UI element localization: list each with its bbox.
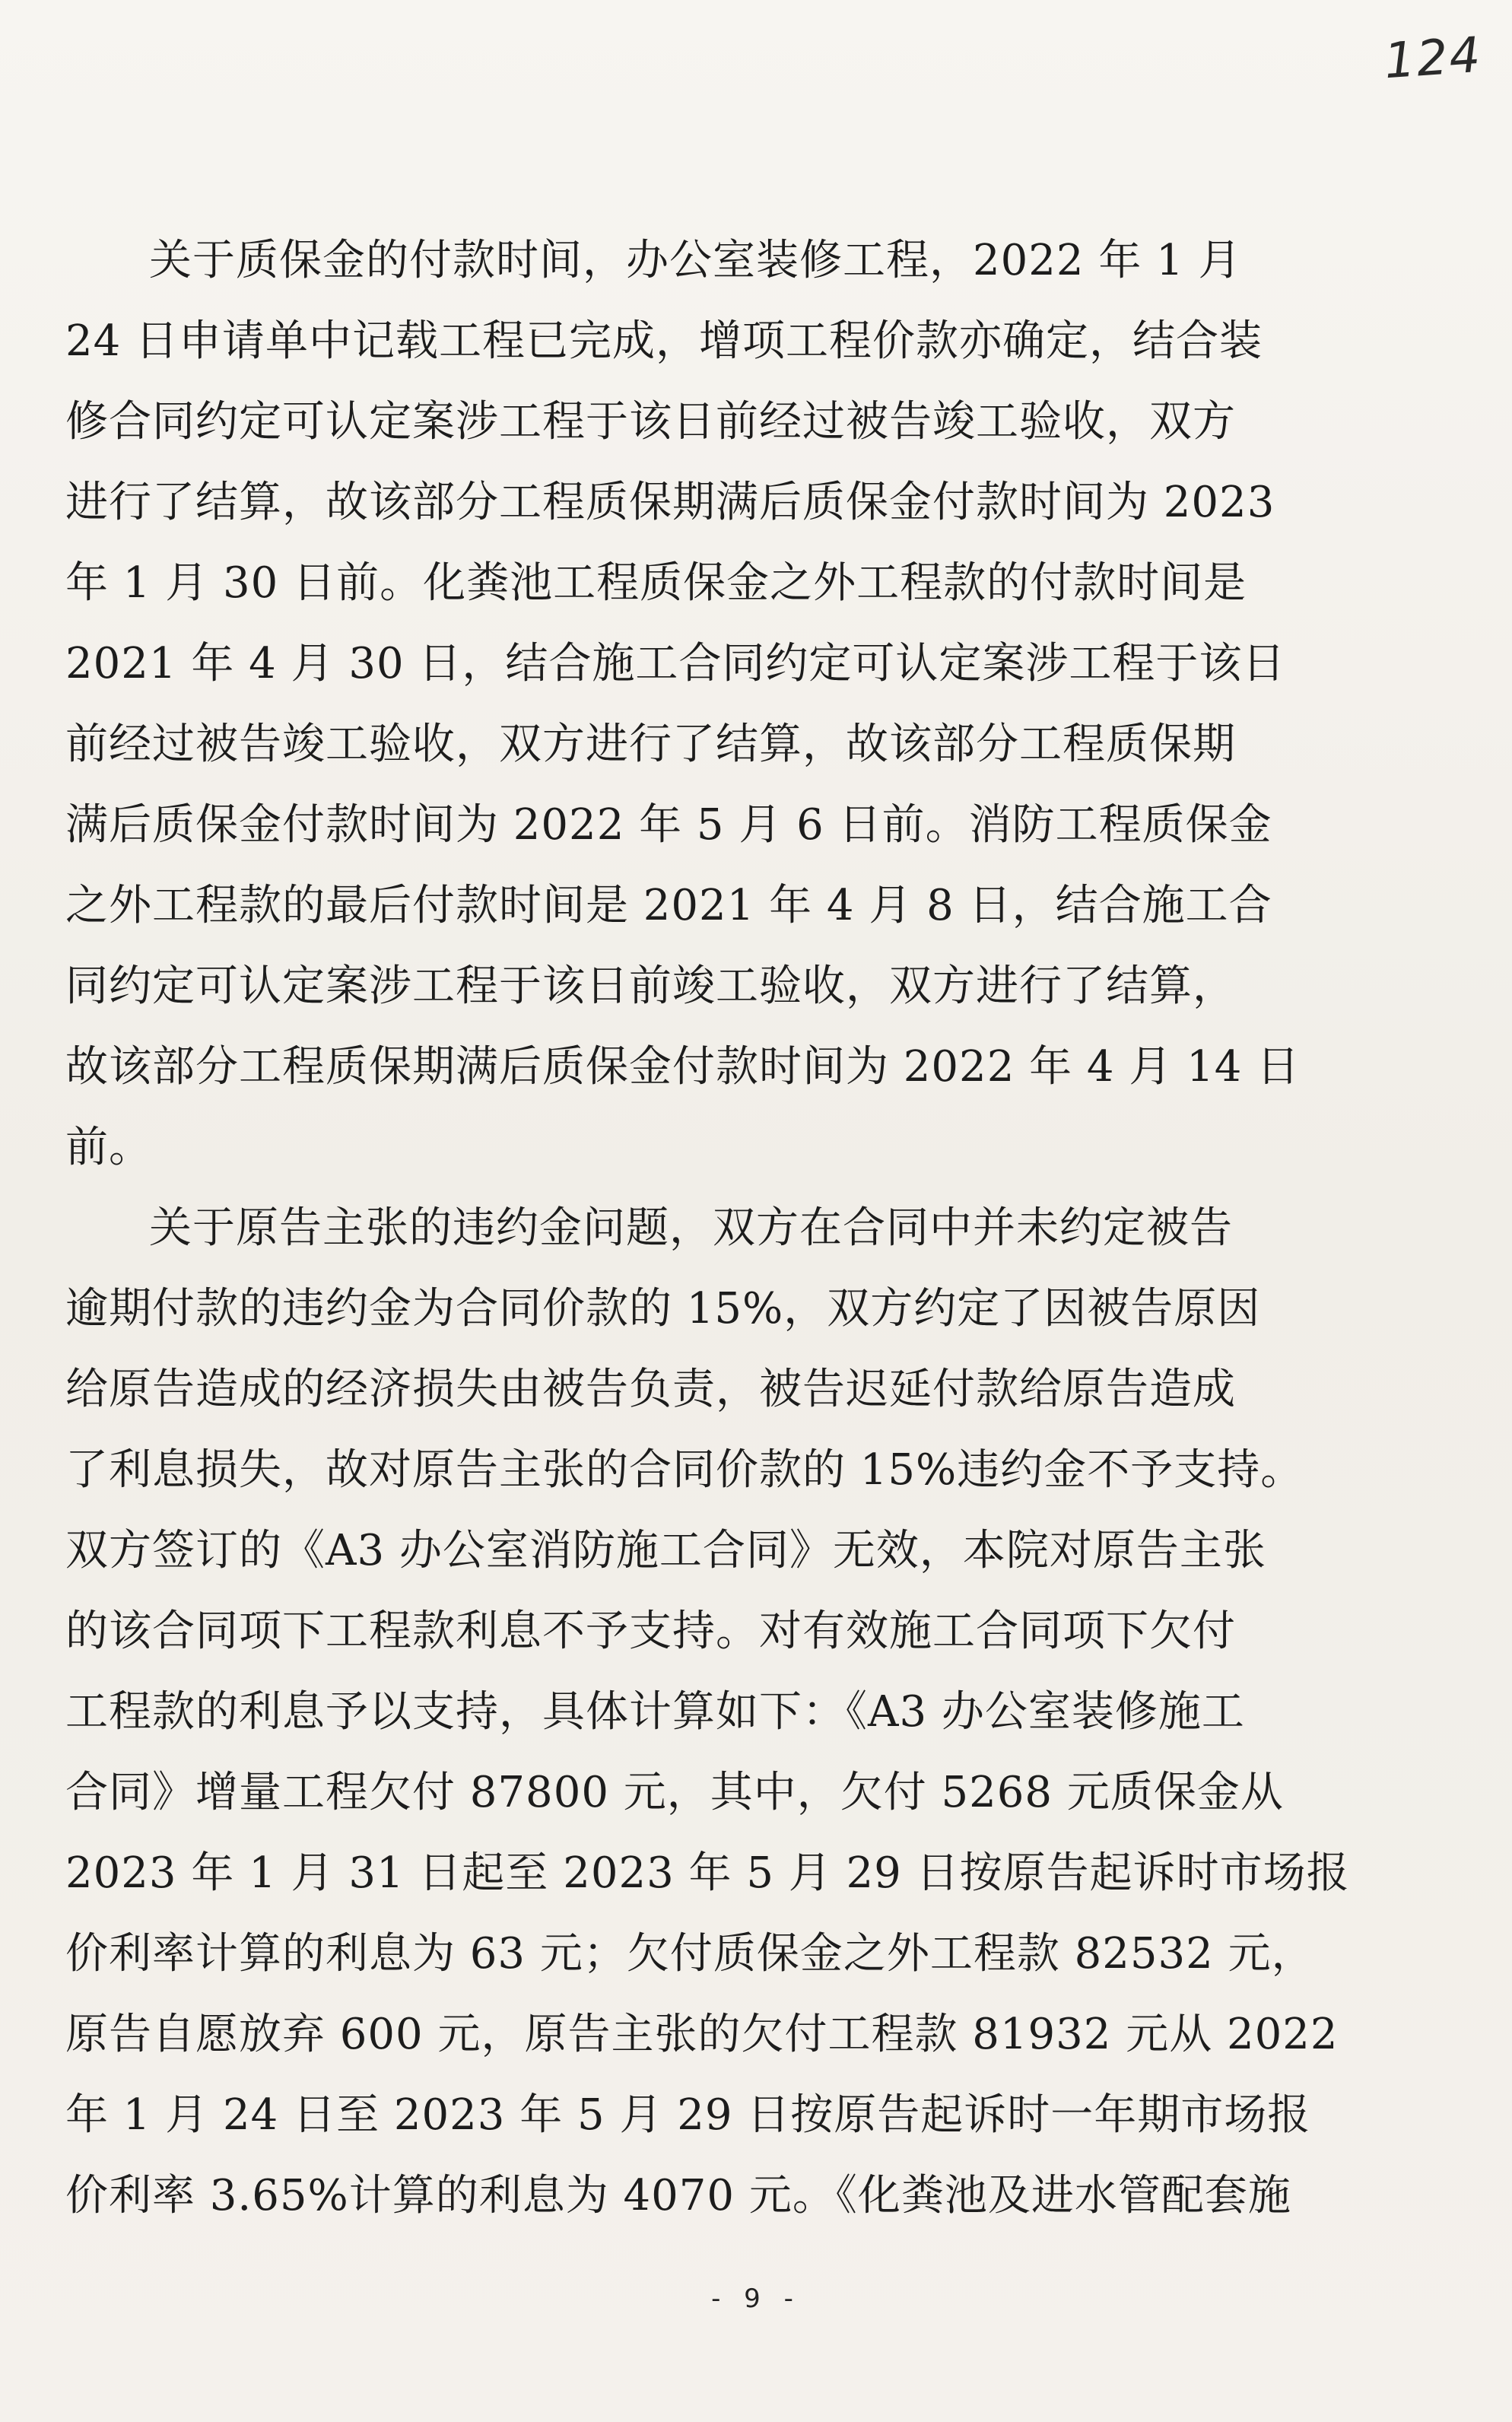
- paragraph-2-line: 双方签订的《A3 办公室消防施工合同》无效，本院对原告主张: [65, 1526, 1266, 1575]
- paragraph-1-line: 进行了结算，故该部分工程质保期满后质保金付款时间为 2023: [65, 478, 1275, 527]
- paragraph-2-line: 工程款的利息予以支持，具体计算如下：《A3 办公室装修施工: [65, 1687, 1245, 1737]
- paragraph-1-line: 年 1 月 30 日前。化粪池工程质保金之外工程款的付款时间是: [65, 558, 1247, 608]
- page-number: - 9 -: [711, 2284, 801, 2314]
- paragraph-2-line: 价利率计算的利息为 63 元；欠付质保金之外工程款 82532 元，: [65, 1929, 1315, 1979]
- paragraph-2-line: 原告自愿放弃 600 元，原告主张的欠付工程款 81932 元从 2022: [65, 2010, 1339, 2059]
- paragraph-2-line: 价利率 3.65%计算的利息为 4070 元。《化粪池及进水管配套施: [65, 2171, 1291, 2220]
- paragraph-1-line: 故该部分工程质保期满后质保金付款时间为 2022 年 4 月 14 日: [65, 1042, 1301, 1092]
- paragraph-1-line: 满后质保金付款时间为 2022 年 5 月 6 日前。消防工程质保金: [65, 800, 1272, 850]
- paragraph-1-line: 2021 年 4 月 30 日，结合施工合同约定可认定案涉工程于该日: [65, 639, 1286, 688]
- paragraph-2-line: 逾期付款的违约金为合同价款的 15%，双方约定了因被告原因: [65, 1284, 1261, 1333]
- paragraph-1-line: 前。: [65, 1123, 152, 1172]
- paragraph-1-line: 前经过被告竣工验收，双方进行了结算，故该部分工程质保期: [65, 720, 1236, 769]
- paragraph-2-line: 年 1 月 24 日至 2023 年 5 月 29 日按原告起诉时一年期市场报: [65, 2090, 1311, 2140]
- paragraph-2-line: 的该合同项下工程款利息不予支持。对有效施工合同项下欠付: [65, 1607, 1236, 1656]
- paragraph-2-line: 了利息损失，故对原告主张的合同价款的 15%违约金不予支持。: [65, 1445, 1304, 1495]
- paragraph-2-line: 给原告造成的经济损失由被告负责，被告迟延付款给原告造成: [65, 1365, 1236, 1414]
- paragraph-1-line: 同约定可认定案涉工程于该日前竣工验收，双方进行了结算，: [65, 961, 1236, 1011]
- paragraph-1-line: 之外工程款的最后付款时间是 2021 年 4 月 8 日，结合施工合: [65, 881, 1272, 930]
- paragraph-1-line: 修合同约定可认定案涉工程于该日前经过被告竣工验收，双方: [65, 397, 1236, 447]
- handwritten-page-number: 124: [1382, 27, 1484, 91]
- paragraph-2-line: 合同》增量工程欠付 87800 元，其中，欠付 5268 元质保金从: [65, 1768, 1284, 1817]
- paragraph-2-line: 2023 年 1 月 31 日起至 2023 年 5 月 29 日按原告起诉时市场报: [65, 1848, 1350, 1898]
- paragraph-1-line: 关于质保金的付款时间，办公室装修工程，2022 年 1 月: [149, 236, 1242, 285]
- body-text: [65, 221, 1350, 2236]
- paragraph-1-line: 24 日申请单中记载工程已完成，增项工程价款亦确定，结合装: [65, 316, 1263, 366]
- paragraph-2-line: 关于原告主张的违约金问题，双方在合同中并未约定被告: [149, 1203, 1233, 1253]
